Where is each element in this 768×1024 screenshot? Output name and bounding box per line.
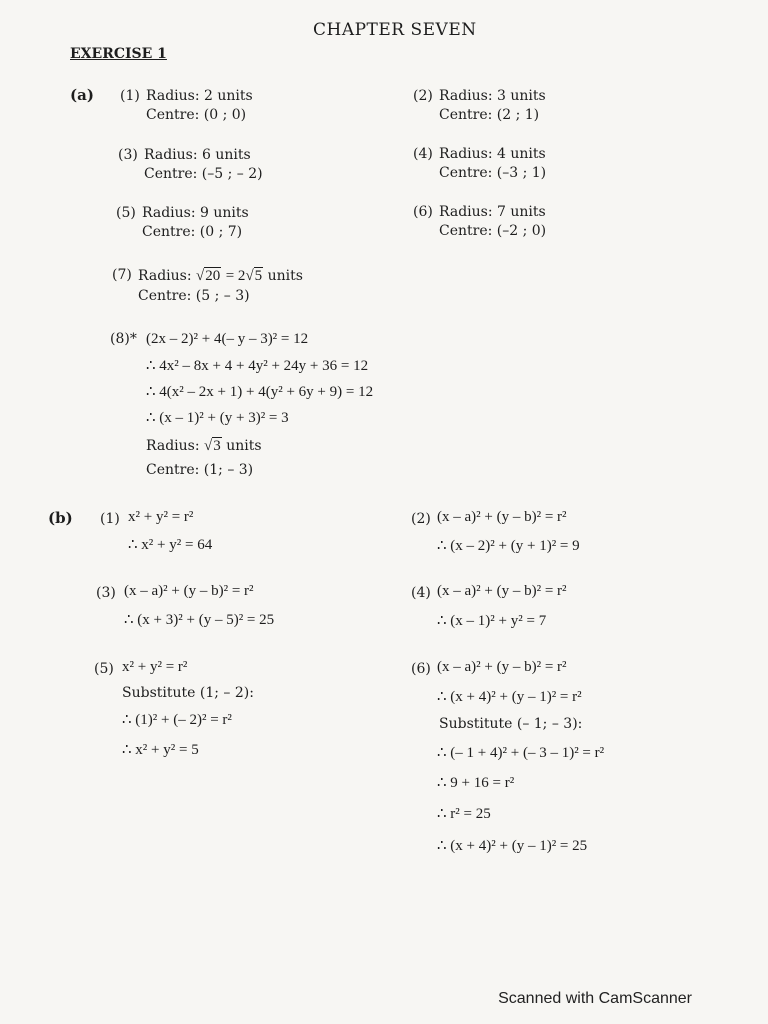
a7-centre: Centre: (5 ; – 3) xyxy=(138,288,250,304)
b6-number: (6) xyxy=(411,661,431,677)
a5-centre: Centre: (0 ; 7) xyxy=(142,224,243,240)
a8-radius-prefix: Radius: xyxy=(146,438,200,454)
b5-line-1: x² + y² = r² xyxy=(122,659,188,675)
a1-centre: Centre: (0 ; 0) xyxy=(146,107,247,123)
a8-line-1: (2x – 2)² + 4(– y – 3)² = 12 xyxy=(146,331,309,347)
a8-line-3: ∴ 4(x² – 2x + 1) + 4(y² + 6y + 9) = 12 xyxy=(146,384,374,400)
b5-line-2: Substitute (1; – 2): xyxy=(122,685,254,701)
a8-line-2: ∴ 4x² – 8x + 4 + 4y² + 24y + 36 = 12 xyxy=(146,358,369,374)
a7-number: (7) xyxy=(112,267,132,283)
b2-line-1: (x – a)² + (y – b)² = r² xyxy=(437,509,567,525)
b5-line-4: ∴ x² + y² = 5 xyxy=(122,742,199,758)
a8-line-4: ∴ (x – 1)² + (y + 3)² = 3 xyxy=(146,410,289,426)
a7-units: units xyxy=(267,268,303,284)
b3-number: (3) xyxy=(96,585,116,601)
exercise-title: EXERCISE 1 xyxy=(70,46,167,62)
b3-line-2: ∴ (x + 3)² + (y – 5)² = 25 xyxy=(124,612,275,628)
b4-line-2: ∴ (x – 1)² + y² = 7 xyxy=(437,613,547,629)
a2-centre: Centre: (2 ; 1) xyxy=(439,107,540,123)
a5-radius: Radius: 9 units xyxy=(142,205,249,221)
a4-radius: Radius: 4 units xyxy=(439,146,546,162)
a4-number: (4) xyxy=(413,146,433,162)
a4-centre: Centre: (–3 ; 1) xyxy=(439,165,547,181)
a8-radius: Radius: √3 units xyxy=(146,438,262,454)
b6-line-7: ∴ (x + 4)² + (y – 1)² = 25 xyxy=(437,838,588,854)
a6-radius: Radius: 7 units xyxy=(439,204,546,220)
b1-line-1: x² + y² = r² xyxy=(128,509,194,525)
a5-number: (5) xyxy=(116,205,136,221)
a8-units: units xyxy=(226,438,262,454)
b6-line-1: (x – a)² + (y – b)² = r² xyxy=(437,659,567,675)
camscanner-watermark: Scanned with CamScanner xyxy=(498,990,692,1007)
part-b-label: (b) xyxy=(48,509,73,527)
a6-number: (6) xyxy=(413,204,433,220)
a8-centre: Centre: (1; – 3) xyxy=(146,462,254,478)
b1-line-2: ∴ x² + y² = 64 xyxy=(128,537,213,553)
a7-radius: Radius: √20 = 2√5 units xyxy=(138,268,303,284)
a7-radius-prefix: Radius: xyxy=(138,268,192,284)
a3-number: (3) xyxy=(118,147,138,163)
a7-equals: = 2 xyxy=(225,268,246,284)
part-a-label: (a) xyxy=(70,86,94,104)
a2-radius: Radius: 3 units xyxy=(439,88,546,104)
a7-sqrt-20: 20 xyxy=(205,268,221,284)
b6-line-2: ∴ (x + 4)² + (y – 1)² = r² xyxy=(437,689,582,705)
a8-sqrt-3: 3 xyxy=(213,438,221,454)
a1-radius: Radius: 2 units xyxy=(146,88,253,104)
a8-number: (8)* xyxy=(110,331,137,347)
b2-line-2: ∴ (x – 2)² + (y + 1)² = 9 xyxy=(437,538,580,554)
a6-centre: Centre: (–2 ; 0) xyxy=(439,223,547,239)
b6-line-4: ∴ (– 1 + 4)² + (– 3 – 1)² = r² xyxy=(437,745,605,761)
b5-line-3: ∴ (1)² + (– 2)² = r² xyxy=(122,712,232,728)
b1-number: (1) xyxy=(100,511,120,527)
a2-number: (2) xyxy=(413,88,433,104)
a3-centre: Centre: (–5 ; – 2) xyxy=(144,166,263,182)
b4-number: (4) xyxy=(411,585,431,601)
a3-radius: Radius: 6 units xyxy=(144,147,251,163)
b5-number: (5) xyxy=(94,661,114,677)
b6-line-6: ∴ r² = 25 xyxy=(437,806,491,822)
a7-sqrt-5: 5 xyxy=(254,268,263,284)
chapter-title: CHAPTER SEVEN xyxy=(313,20,477,40)
a1-number: (1) xyxy=(120,88,140,104)
b6-line-3: Substitute (– 1; – 3): xyxy=(439,716,583,732)
b6-line-5: ∴ 9 + 16 = r² xyxy=(437,775,515,791)
b2-number: (2) xyxy=(411,511,431,527)
b3-line-1: (x – a)² + (y – b)² = r² xyxy=(124,583,254,599)
b4-line-1: (x – a)² + (y – b)² = r² xyxy=(437,583,567,599)
